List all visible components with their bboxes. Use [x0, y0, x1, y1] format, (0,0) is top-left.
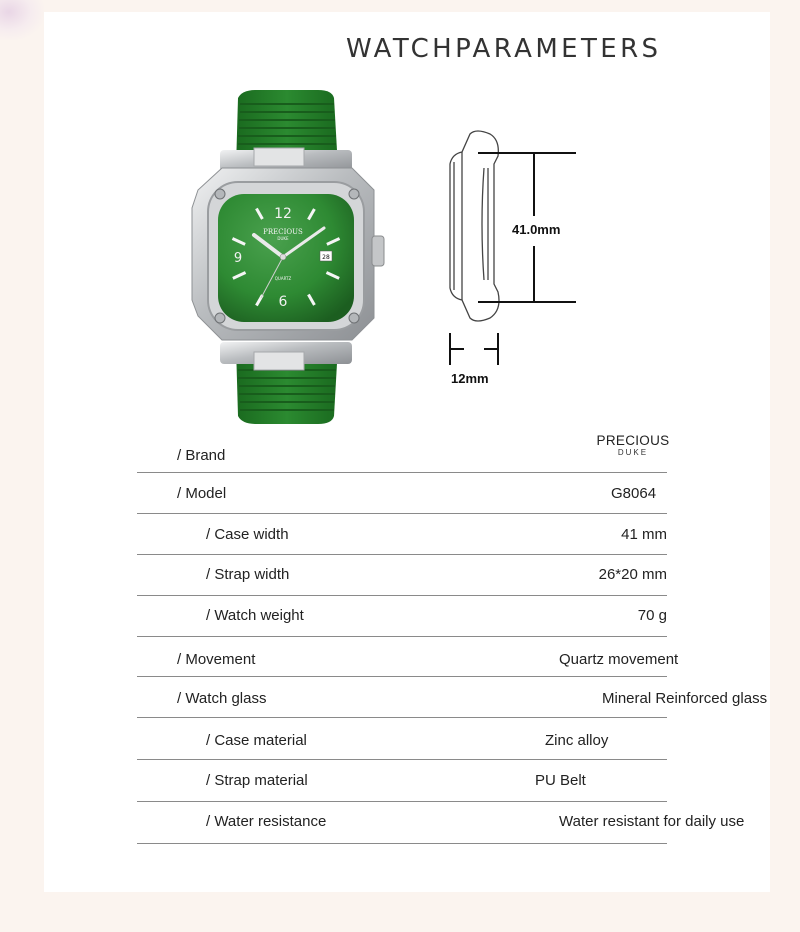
divider — [137, 595, 667, 596]
dial-brand: PRECIOUS — [263, 228, 303, 236]
date-window: 28 — [322, 254, 330, 261]
divider — [137, 717, 667, 718]
watch-profile-diagram — [440, 128, 590, 398]
divider — [137, 472, 667, 473]
dial-numeral-9: 9 — [233, 251, 243, 266]
watch-front-illustration — [186, 90, 396, 426]
dial-subtext: QUARTZ — [274, 276, 292, 281]
divider — [137, 636, 667, 637]
brand-logo — [592, 433, 674, 458]
spec-value: Mineral Reinforced glass — [602, 690, 768, 707]
watch-front-image — [186, 90, 396, 426]
spec-value: 70 g — [637, 607, 667, 624]
spec-label: / Water resistance — [206, 813, 327, 830]
spec-label: / Brand — [177, 447, 226, 464]
spec-label: / Case width — [206, 526, 289, 543]
corner-decoration — [0, 0, 44, 40]
divider — [137, 513, 667, 514]
spec-value: 41 mm — [621, 526, 667, 543]
spec-label: / Watch weight — [206, 607, 304, 624]
spec-label: / Movement — [177, 651, 256, 668]
spec-label: / Case material — [206, 732, 307, 749]
brand-logo-sub: DUKE — [617, 448, 649, 457]
thickness-dimension-label: 12mm — [451, 371, 489, 386]
spec-value: PU Belt — [535, 772, 586, 789]
brand-logo-main: PRECIOUS — [596, 433, 670, 448]
divider — [137, 676, 667, 677]
dial-numeral-12: 12 — [274, 206, 292, 222]
dial-brand-sub: DUKE — [277, 236, 289, 241]
watch-profile-image — [440, 128, 590, 398]
divider — [137, 801, 667, 802]
spec-value: G8064 — [611, 485, 657, 502]
height-dimension-label: 41.0mm — [512, 222, 561, 237]
divider — [137, 759, 667, 760]
spec-label: / Watch glass — [177, 690, 267, 707]
spec-value: 26*20 mm — [598, 566, 667, 583]
divider — [137, 843, 667, 844]
page-title: WATCHPARAMETERS — [346, 34, 662, 64]
spec-label: / Strap material — [206, 772, 308, 789]
spec-label: / Model — [177, 485, 227, 502]
spec-value: Quartz movement — [559, 651, 679, 668]
spec-value: Water resistant for daily use — [559, 813, 745, 830]
spec-label: / Strap width — [206, 566, 290, 583]
divider — [137, 554, 667, 555]
spec-value: Zinc alloy — [545, 732, 609, 749]
dial-numeral-6: 6 — [278, 294, 288, 310]
